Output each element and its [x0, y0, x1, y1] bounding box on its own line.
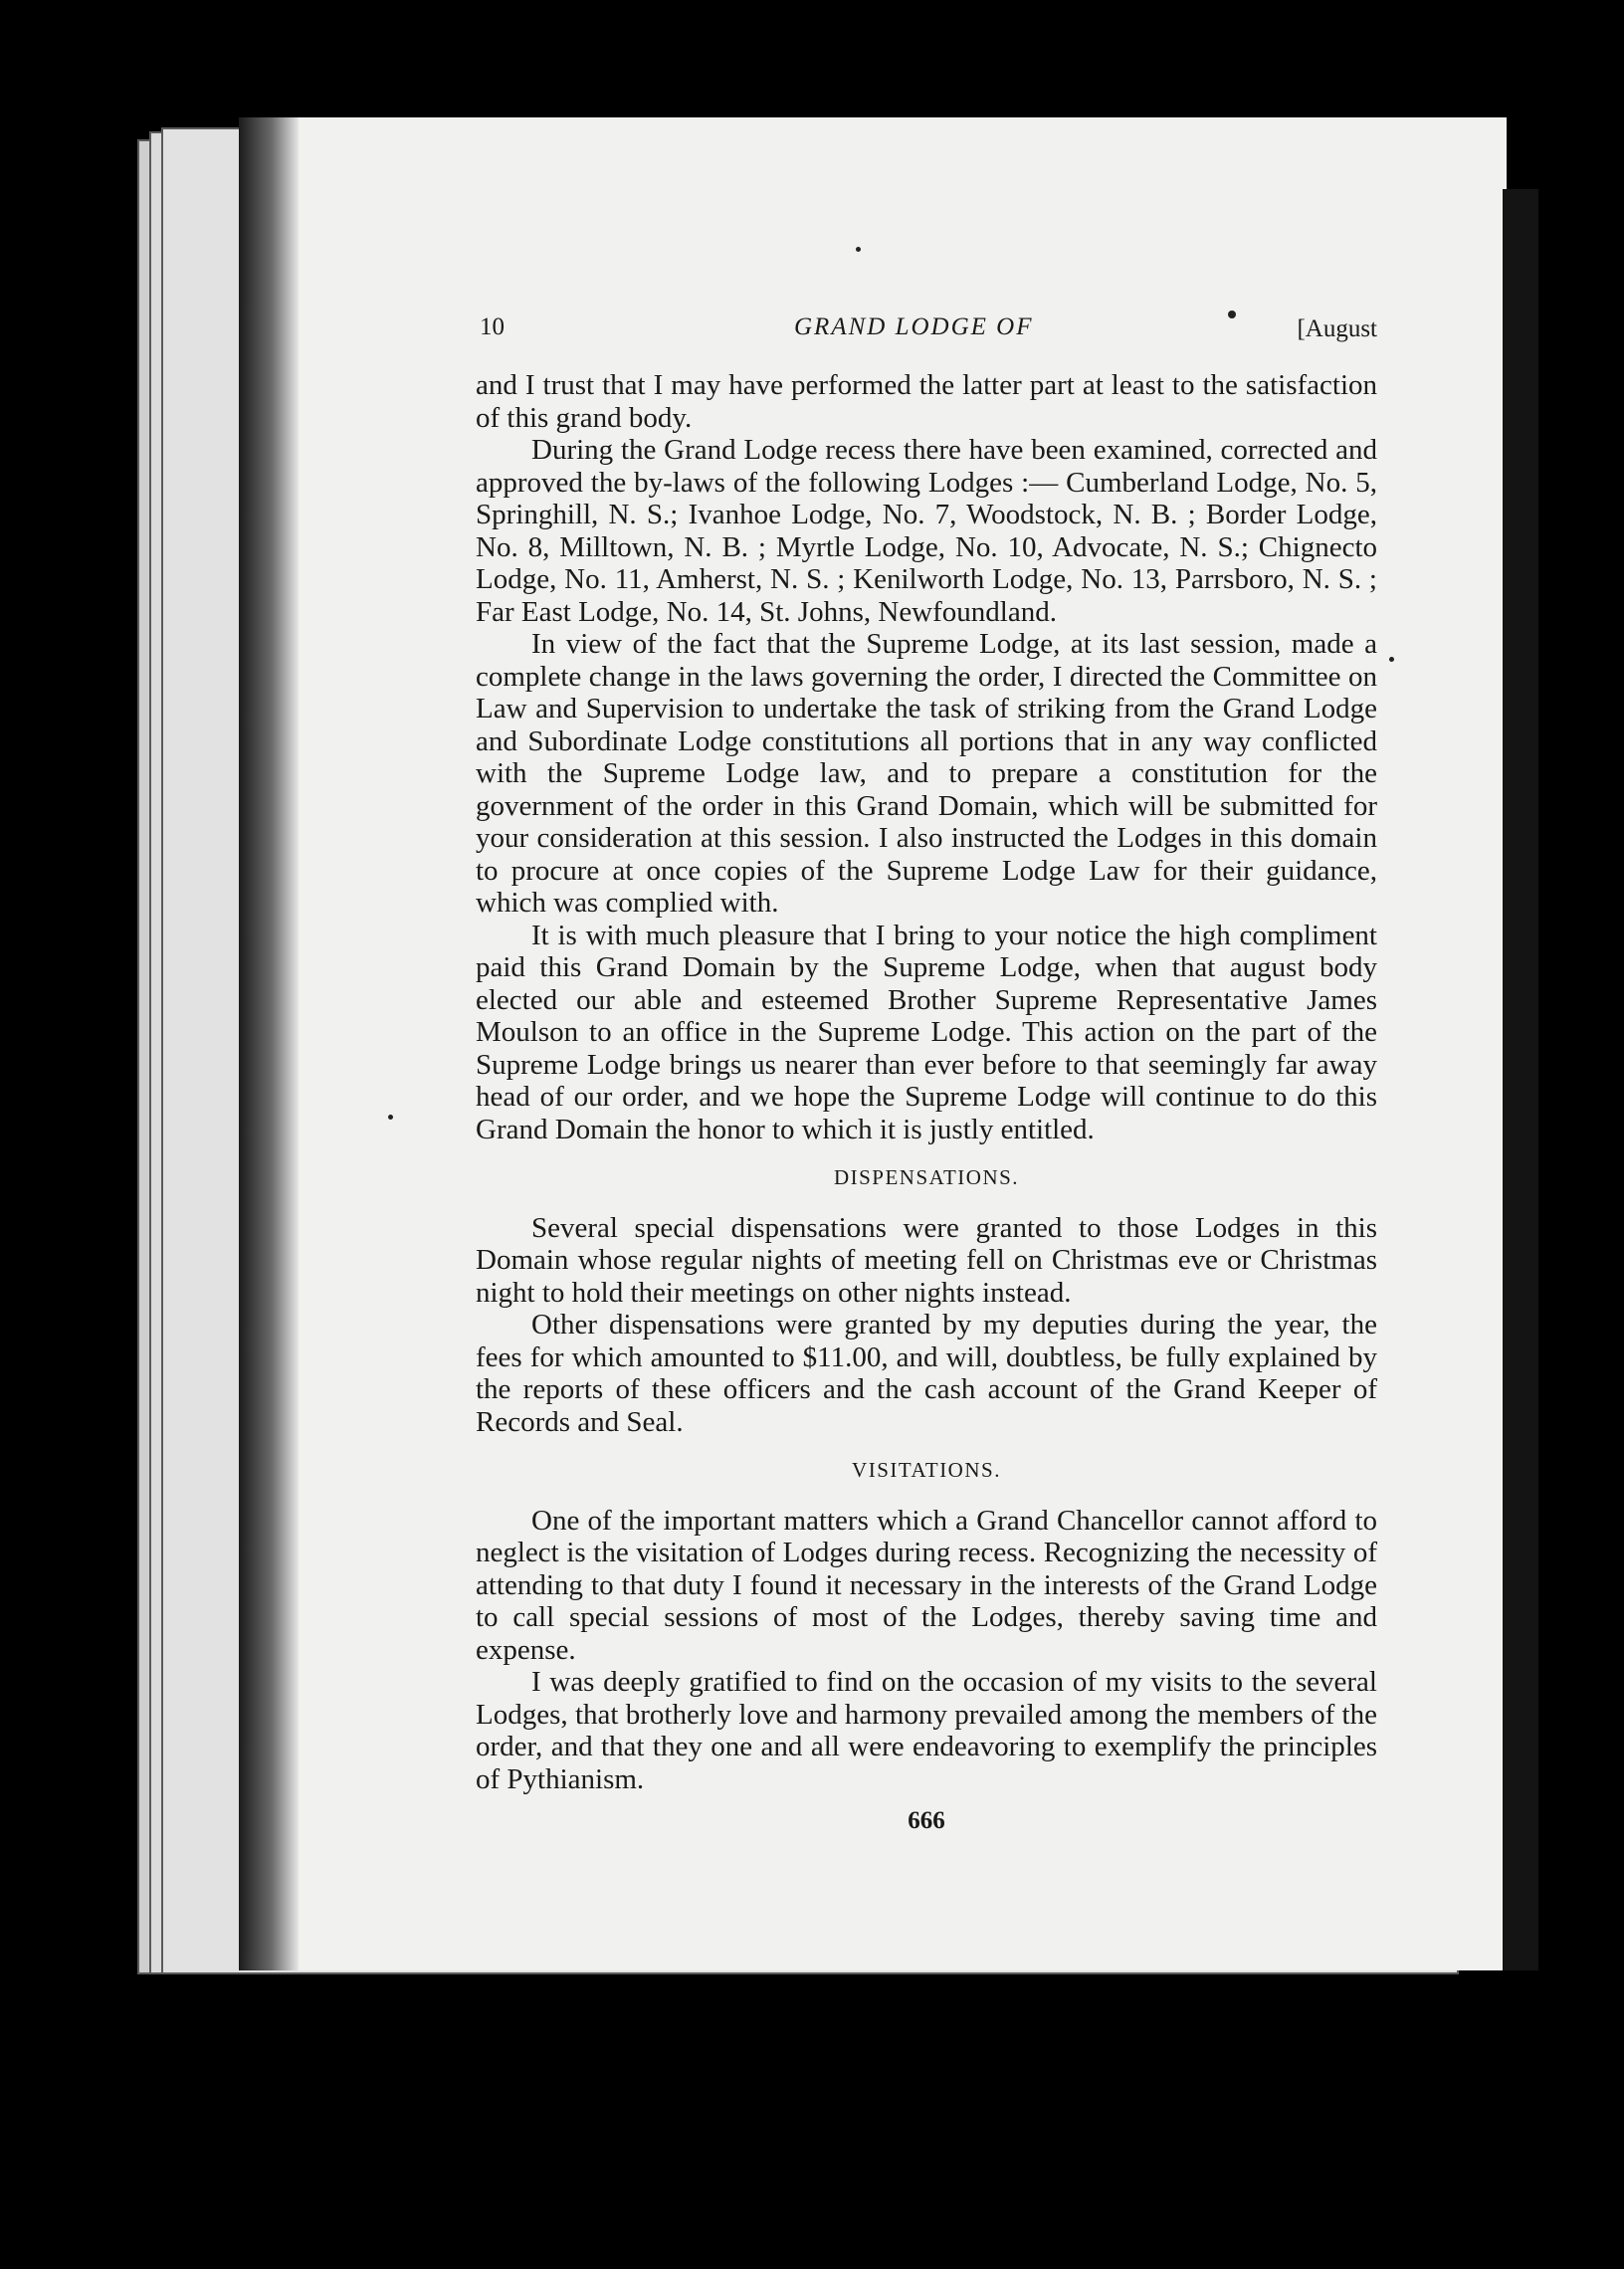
- month-label: [August: [1297, 315, 1377, 342]
- section-heading-dispensations: DISPENSATIONS.: [833, 1165, 1020, 1189]
- right-binding-edge: [1503, 189, 1538, 1970]
- running-title: GRAND LODGE OF: [794, 313, 1034, 340]
- page-text: [476, 304, 1377, 1838]
- paragraph-4: It is with much pleasure that I bring to your notice the high compliment paid this Grand Domain by the Supreme Lodge, when that august body elected our able and esteemed Brother Supreme Representative James Moulson to an office in the Supreme Lodge. This action on the part of the Supreme Lodge brings us nearer than ever before to that seemingly far away head of our order, and we hope the Supreme Lodge will continue to do this Grand Domain the honor to which it is justly entitled.: [476, 919, 1377, 1145]
- running-header: [476, 304, 1377, 343]
- ink-speck: [856, 247, 861, 252]
- page-number-header: 10: [480, 313, 505, 340]
- ink-speck: [1389, 657, 1394, 662]
- gutter-shadow: [239, 117, 299, 1970]
- ink-speck: [388, 1115, 393, 1120]
- paragraph-2: During the Grand Lodge recess there have been examined, corrected and approved the by-laws of the following Lodges :— Cumberland Lodge, No. 5, Springhill, N. S.; Ivanhoe Lodge, No. 7, Woodstock, N. B. ; Border Lodge, No. 8, Milltown, N. B. ; Myrtle Lodge, No. 10, Advocate, N. S.; Chignecto Lodge, No. 11, Amherst, N. S. ; Kenilworth Lodge, No. 13, Parrsboro, N. S. ; Far East Lodge, No. 14, St. Johns, Newfoundland.: [476, 434, 1377, 628]
- paragraph-5: Several special dispensations were granted to those Lodges in this Domain whose regular nights of meeting fell on Christmas eve or Christmas night to hold their meetings on other nights instead.: [476, 1211, 1377, 1309]
- paragraph-7: One of the important matters which a Grand Chancellor cannot afford to neglect is the visitation of Lodges during recess. Recognizing the necessity of attending to that duty I found it necessary in the interests of the Grand Lodge to call special sessions of most of the Lodges, thereby saving time and expense.: [476, 1504, 1377, 1666]
- paragraph-8: I was deeply gratified to find on the occasion of my visits to the several Lodges, that brotherly love and harmony prevailed among the members of the order, and that they one and all were endeavoring to exemplify the principles of Pythianism.: [476, 1666, 1377, 1795]
- page-number-footer: 666: [908, 1807, 945, 1834]
- paragraph-3: In view of the fact that the Supreme Lodge, at its last session, made a complete change in the laws governing the order, I directed the Committee on Law and Supervision to undertake the task of striking from the Grand Lodge and Subordinate Lodge constitutions all portions that in any way conflicted with the Supreme Lodge law, and to prepare a constitution for the government of the order in this Grand Domain, which will be submitted for your consideration at this session. I also instructed the Lodges in this domain to procure at once copies of the Supreme Lodge Law for their guidance, which was complied with.: [476, 628, 1377, 919]
- background-right: [1538, 189, 1624, 1970]
- paragraph-1: and I trust that I may have performed the latter part at least to the satisfaction of this grand body.: [476, 369, 1377, 434]
- section-heading-visitations: VISITATIONS.: [852, 1458, 1001, 1482]
- paragraph-6: Other dispensations were granted by my deputies during the year, the fees for which amounted to $11.00, and will, doubtless, be fully explained by the reports of these officers and the cash account of the Grand Keeper of Records and Seal.: [476, 1309, 1377, 1438]
